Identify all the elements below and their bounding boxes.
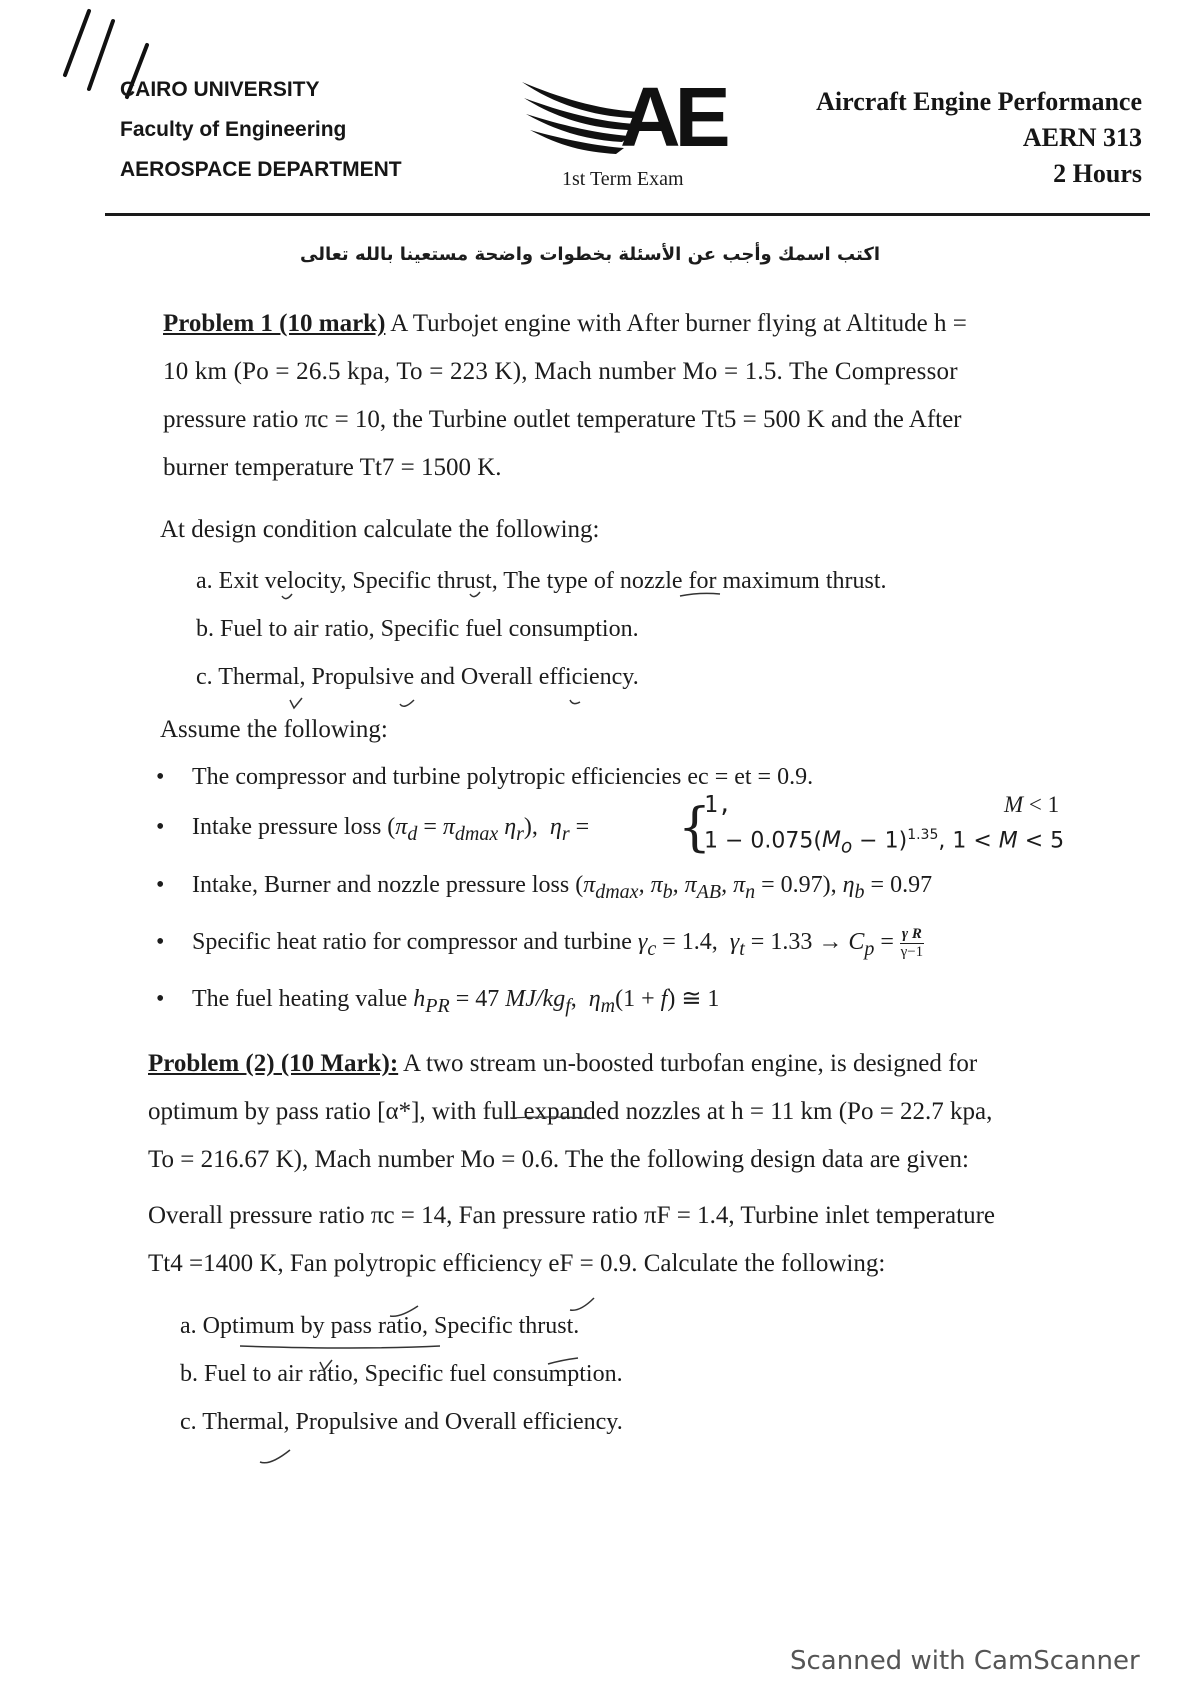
problem-2-line-5: Tt4 =1400 K, Fan polytropic efficiency eF = 0.9. Calculate the following: <box>148 1250 886 1277</box>
problem-2-line-3: To = 216.67 K), Mach number Mo = 0.6. The the following design data are given: <box>148 1146 969 1173</box>
scanner-watermark: Scanned with CamScanner <box>790 1646 1140 1676</box>
problem-2-title: Problem (2) (10 Mark): <box>148 1050 399 1077</box>
problem-2-task-a: a. Optimum by pass ratio, Specific thrust. <box>180 1313 580 1339</box>
university-name: CAIRO UNIVERSITY <box>120 78 320 101</box>
problem-1-task-b: b. Fuel to air ratio, Specific fuel consumption. <box>196 616 639 642</box>
problem-1-line-1: A Turbojet engine with After burner flying at Altitude h = <box>390 310 967 337</box>
problem-1-task-a: a. Exit velocity, Specific thrust, The type of nozzle for maximum thrust. <box>196 568 887 594</box>
problem-1-line-2: 10 km (Po = 26.5 kpa, To = 223 K), Mach number Mo = 1.5. The Compressor <box>163 358 958 385</box>
assumption-4: • Specific heat ratio for compressor and turbine $\gamma_c = 1.4$, $\gamma_t = 1.33 \to C_p$ = $\frac{\text{γ R}}{\gamma-1}$ <box>156 925 924 960</box>
problem-1-prompt: At design condition calculate the following: <box>160 516 600 543</box>
assumption-2: • Intake pressure loss ($\pi_d = \pi_{dmax}$ $\eta_r$), $\eta_r$ = { 1, M < 1 $1 - 0.075(M_o - 1)^{1.35}$, 1 < M < 5 <box>156 792 1065 858</box>
problem-2-line-2: optimum by pass ratio [α*], with full expanded nozzles at h = 11 km (Po = 22.7 kpa, <box>148 1098 993 1125</box>
problem-1-task-c: c. Thermal, Propulsive and Overall efficiency. <box>196 664 639 690</box>
problem-2-line-4: Overall pressure ratio πc = 14, Fan pressure ratio πF = 1.4, Turbine inlet temperature <box>148 1202 995 1229</box>
assumption-5: • The fuel heating value $h_{PR} = 47$ $MJ/kg_f$, $\eta_m(1 + f)$ ≅ 1 <box>156 985 720 1017</box>
faculty-name: Faculty of Engineering <box>120 118 347 141</box>
problem-2-task-c: c. Thermal, Propulsive and Overall efficiency. <box>180 1409 623 1435</box>
course-code: AERN 313 <box>1022 123 1142 152</box>
assume-label: Assume the following: <box>160 716 388 743</box>
problem-1-line-3: pressure ratio πc = 10, the Turbine outlet temperature Tt5 = 500 K and the After <box>163 406 962 433</box>
problem-1-line-4: burner temperature Tt7 = 1500 K. <box>163 454 502 481</box>
exam-label: 1st Term Exam <box>562 168 684 190</box>
problem-1-title: Problem 1 (10 mark) <box>163 310 386 337</box>
arabic-instruction: اكتب اسمك وأجب عن الأسئلة بخطوات واضحة مستعينا بالله تعالى <box>300 244 880 265</box>
cp-fraction: $\frac{\text{γ R}}{\gamma-1}$ <box>900 925 924 960</box>
assumption-1: • The compressor and turbine polytropic efficiencies ec = et = 0.9. <box>156 764 814 790</box>
problem-2-task-b: b. Fuel to air ratio, Specific fuel consumption. <box>180 1361 623 1387</box>
logo-letters: AE <box>620 70 725 164</box>
problem-2-line-1: A two stream un-boosted turbofan engine, is designed for <box>403 1050 978 1077</box>
course-title: Aircraft Engine Performance <box>816 87 1142 116</box>
exam-duration: 2 Hours <box>1053 159 1142 188</box>
department-name: AEROSPACE DEPARTMENT <box>120 158 402 181</box>
assumption-3: • Intake, Burner and nozzle pressure loss ($\pi_{dmax}$, $\pi_b$, $\pi_{AB}$, $\pi_n = 0.97$), $\eta_b = 0.97$ <box>156 872 933 903</box>
